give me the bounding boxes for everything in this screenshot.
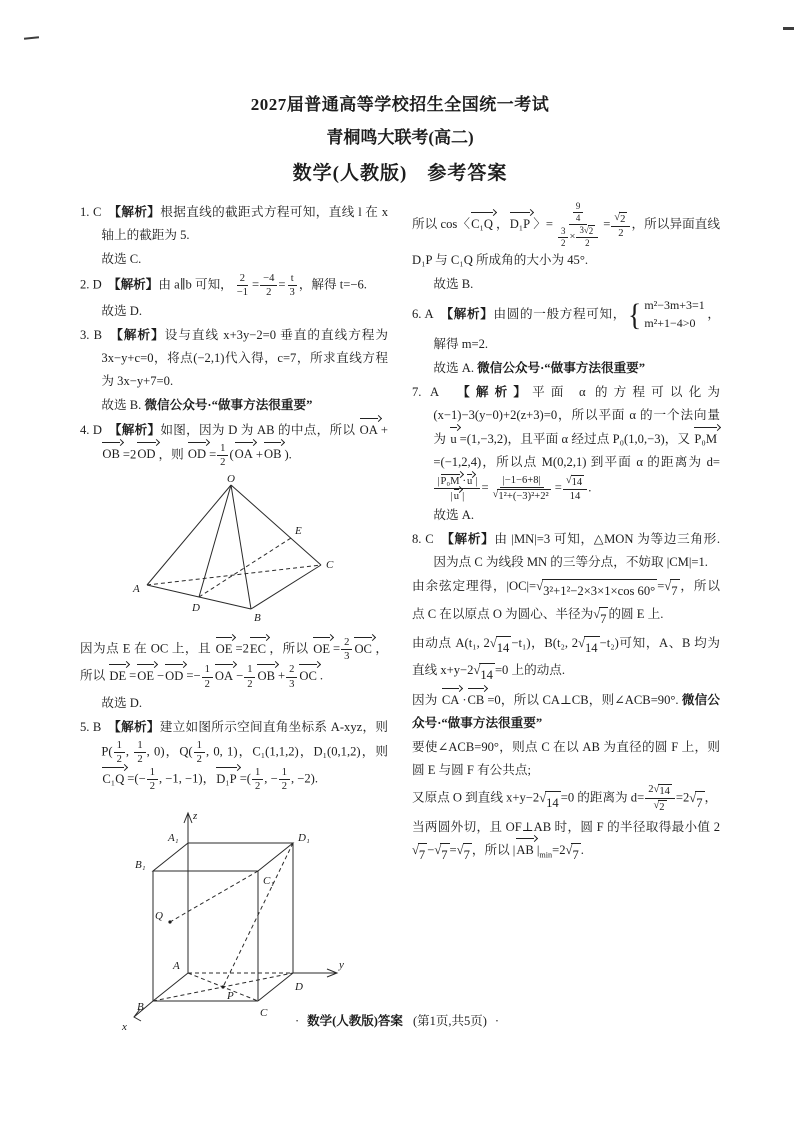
footer-dot-left: ·	[294, 1014, 300, 1028]
answer-columns	[80, 201, 720, 1046]
answer-item-7-choice: 故选 A.	[433, 508, 474, 523]
cuboid-edges	[134, 813, 337, 1021]
right-column	[412, 201, 720, 1046]
left-column	[80, 201, 388, 1046]
answer-item-3: 3. B 【解析】设与直线 x+3y−2=0 垂直的直线方程为 3x−y+c=0，将点(−2,1)代入得，c=7，所求直线方程为 3x−y+7=0.	[80, 328, 389, 388]
answer-item-8: 8. C 【解析】由 |MN|=3 可知，△MON 为等边三角形. 因为点 C 为线段 MN 的三等分点，不妨取 |CM|=1.	[412, 531, 721, 569]
point-Q-dot	[168, 920, 171, 923]
axis-label-y: y	[339, 958, 344, 971]
answer-item-7: 7. A 【解析】平面 α 的方程可以化为 (x−1)−3(y−0)+2(z+3)=0，所以平面 α 的一个法向量为 u =(1,−3,2)，且平面 α 经过点 P₀(1,0,−3)，又 P₀M=(−1,2,4)，所以点 M(0,2,1) 到平面 α 的距离为 d= $\frac{\text{|P₀M ·u |}}{|u |}$ = |−1−6+8| √ 1²+(−3)²+2² = √ 14 14 .	[412, 384, 720, 502]
exam-title: 2027届普通高等学校招生全国统一考试	[250, 95, 550, 114]
vertex-label-C: C	[260, 1006, 268, 1019]
vertex-label-B: B	[254, 612, 261, 625]
vertex-label-B: B	[137, 1000, 144, 1013]
vertex-label-E: E	[295, 525, 302, 538]
page-footer	[0, 1011, 794, 1029]
scan-artifact-left	[24, 36, 39, 40]
vertex-label-B1: B₁	[135, 858, 146, 871]
vertex-label-A: A	[133, 583, 140, 596]
answer-item-8-distance: 又原点 O 到直线 x+y−2 √ 14 =0 的距离为 d= 2 √ 14 √ 2 =2 √ 7 ，	[412, 784, 718, 814]
footer-page-number: (第1页,共5页)	[412, 1014, 487, 1028]
point-P-dot	[221, 985, 224, 988]
answer-item-8-perpendicular: 因为 CA ·CB =0，所以 CA⊥CB，则∠ACB=90°. 微信公众号·“做事方法很重要”	[412, 688, 720, 735]
answer-item-8-conclusion: 当两圆外切，且 OF⊥AB 时，圆 F 的半径取得最小值 2 √ 7 − √ 7 = √ 7 ，所以 |AB $|_{min}=2$ √ 7 .	[412, 816, 720, 868]
answer-item-4: 4. D 【解析】如图，因为 D 为 AB 的中点，所以 OA +OB =2OD ，则 OD = $\frac{1}{2}$ (OA +OB ).	[80, 418, 388, 469]
answer-item-2: 2. D 【解析】由 a∥b 可知， $\frac{2}{-1}$ = $\frac{-4}{2}$ = $\frac{t}{3}$ ，解得 t=−6.	[80, 272, 367, 298]
cuboid-figure	[80, 798, 388, 1044]
axis-label-x: x	[122, 1020, 127, 1033]
answer-item-1-choice: 故选 C.	[101, 251, 142, 266]
vertex-label-A: A	[173, 959, 180, 972]
footer-label: 数学(人教版)答案	[307, 1014, 403, 1028]
footer-dot-right: ·	[494, 1014, 500, 1028]
answer-item-8-circle-f: 要使∠ACB=90°，则点 C 在以 AB 为直径的圆 F 上，则圆 E 与圆 F 有公共点;	[412, 740, 720, 778]
tetrahedron-svg	[131, 473, 337, 625]
tetrahedron-figure	[80, 473, 388, 633]
answer-item-4-choice: 故选 D.	[101, 695, 142, 710]
answer-item-6-choice: 故选 A. 微信公众号·“做事方法很重要”	[433, 361, 646, 376]
scan-artifact-right	[783, 27, 794, 30]
cuboid-svg	[118, 798, 350, 1036]
axis-label-z: z	[193, 809, 198, 822]
answer-item-8-cosine-law: 由余弦定理得，|OC|= √ 3²+1²−2×3×1×cos 60° = √ 7 ，所以点 C 在以原点 O 为圆心、半径为 √ 7 的圆 E 上.	[412, 575, 720, 631]
subject-answer-title: 数学(人教版) 参考答案	[292, 163, 508, 184]
vertex-label-D1: D₁	[298, 831, 310, 844]
answer-item-8-moving-points: 由动点 A(t₁, 2 √ 14 −t₁)，B(t₂, 2 √ 14 −t₂)可知，A、B 均为直线 x+y−2 √ 14 =0 上的动点.	[412, 632, 720, 688]
answer-item-6: 6. A 【解析】由圆的一般方程可知， { m²−3m+3=1 m²+1−4>0 ，解得 m=2.	[412, 297, 720, 352]
exam-subtitle: 青桐鸣大联考(高二)	[326, 128, 474, 147]
answer-item-4-continued: 因为点 E 在 OC 上，且 OE =2EC ，所以 OE = $\frac{2}{3}$ OC ，所以 DE =OE −OD =− $\frac{1}{2}$ OA − $\frac{1}{2}$ OB + $\frac{2}{3}$ OC .	[80, 636, 388, 690]
vertex-label-D: D	[192, 602, 200, 615]
answer-item-5-continued: 所以 cos〈C₁Q ，D₁P 〉= $\frac{9}{4}$ $\frac{3}{2}$ × 3 √ 2 2 = √ 2 2 ，所以异面直线 D₁P 与 C₁Q 所成角的大小为 45°.	[412, 201, 721, 268]
answer-item-1: 1. C 【解析】根据直线的截距式方程可知，直线 l 在 x 轴上的截距为 5.	[80, 205, 389, 242]
document-header	[80, 90, 720, 185]
vertex-label-A1: A₁	[168, 831, 179, 844]
answer-item-5-choice: 故选 B.	[433, 277, 474, 292]
point-label-Q: Q	[155, 909, 163, 922]
answer-item-2-choice: 故选 D.	[101, 304, 142, 319]
answer-item-3-choice: 故选 B. 微信公众号·“做事方法很重要”	[101, 397, 313, 412]
vertex-label-C: C	[326, 559, 334, 572]
vertex-label-O: O	[227, 473, 235, 486]
vertex-label-D: D	[295, 980, 303, 993]
tetrahedron-edges	[147, 485, 321, 609]
point-label-P: P	[227, 989, 234, 1002]
answer-item-5: 5. B 【解析】建立如图所示空间直角坐标系 A-xyz，则 P( $\frac{1}{2}$ , $\frac{1}{2}$ , 0)，Q( $\frac{1}{2}$ , 0, 1)，C₁(1,1,2)，D₁(0,1,2)，则 C₁Q =(− $\frac{1}{2}$ , −1, −1)，D₁P =( $\frac{1}{2}$ , − $\frac{1}{2}$ , −2).	[80, 719, 389, 793]
vertex-label-C1: C₁	[263, 874, 275, 887]
